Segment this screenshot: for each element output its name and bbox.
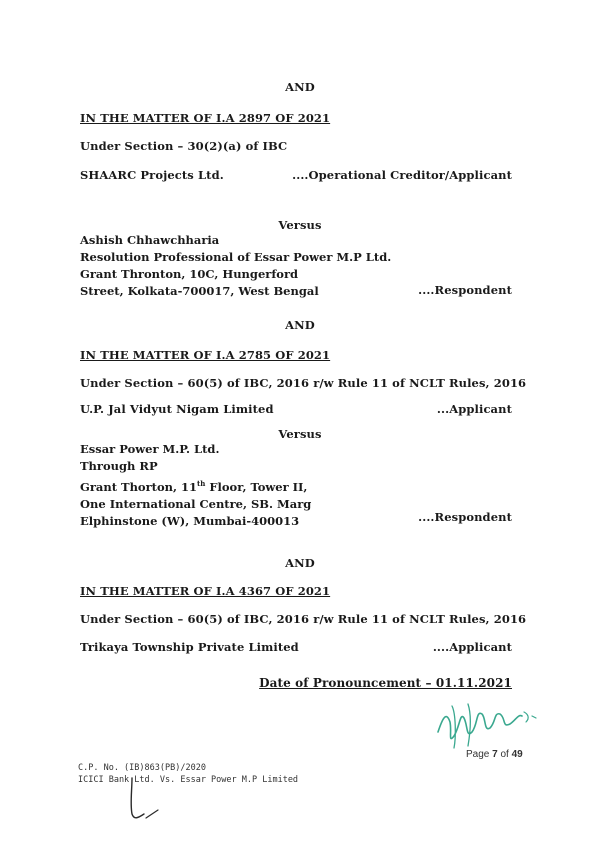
signature-stroke (468, 704, 470, 746)
respondent-2-block (80, 441, 311, 530)
footer-case-number: C.P. No. (IB)863(PB)/2020 (78, 763, 206, 773)
respondent-1-line: Street, Kolkata-700017, West Bengal (80, 284, 319, 298)
respondent-2-line (80, 475, 311, 496)
matter-heading-2: IN THE MATTER OF I.A 2785 OF 2021 (80, 348, 331, 362)
respondent-2-address-part: Grant Thorton, 11 (80, 479, 198, 494)
section-line-2: Under Section – 60(5) of IBC, 2016 r/w Rule 11 of NCLT Rules, 2016 (80, 376, 527, 390)
section-line-3: Under Section – 60(5) of IBC, 2016 r/w Rule 11 of NCLT Rules, 2016 (80, 612, 527, 626)
case-footer (78, 762, 298, 786)
party-1-role: ....Operational Creditor/Applicant (292, 168, 512, 182)
section-line-1: Under Section – 30(2)(a) of IBC (80, 139, 288, 153)
footer-case-title: ICICI Bank Ltd. Vs. Essar Power M.P Limited (78, 775, 299, 785)
party-2-role: ...Applicant (436, 402, 512, 416)
versus-1: Versus (278, 218, 322, 232)
signature-graphic (432, 692, 542, 752)
respondent-2-address-part: Floor, Tower II, (205, 479, 308, 494)
signature-stroke (524, 712, 536, 722)
respondent-1-line: Resolution Professional of Essar Power M.P Ltd. (80, 250, 392, 264)
initial-stroke (131, 778, 144, 818)
respondent-2-line: One International Centre, SB. Marg (80, 496, 312, 511)
page-number (466, 749, 523, 760)
pronouncement-date: Date of Pronouncement – 01.11.2021 (259, 676, 512, 690)
respondent-1-block (80, 232, 391, 300)
party-2-name: U.P. Jal Vidyut Nigam Limited (80, 402, 274, 416)
party-3-name: Trikaya Township Private Limited (80, 640, 299, 654)
party-3-role: ....Applicant (432, 640, 512, 654)
signature-stroke (438, 713, 522, 738)
respondent-2-line: Elphinstone (W), Mumbai-400013 (80, 513, 300, 528)
respondent-1-role: ....Respondent (418, 283, 512, 297)
and-heading-1: AND (285, 80, 315, 94)
and-heading-2: AND (285, 318, 315, 332)
initial-stroke (146, 810, 158, 818)
respondent-1-line: Ashish Chhawchharia (80, 233, 220, 247)
page-of: of (497, 749, 512, 760)
and-heading-3: AND (285, 556, 315, 570)
initial-mark (118, 774, 178, 824)
respondent-1-line: Grant Thronton, 10C, Hungerford (80, 267, 299, 281)
matter-heading-1: IN THE MATTER OF I.A 2897 OF 2021 (80, 111, 331, 125)
matter-heading-3: IN THE MATTER OF I.A 4367 OF 2021 (80, 584, 331, 598)
versus-2: Versus (278, 427, 322, 441)
respondent-2-superscript: th (197, 479, 206, 488)
signature-stroke (452, 706, 455, 748)
respondent-2-line: Essar Power M.P. Ltd. (80, 442, 220, 456)
page-current: 7 (492, 749, 498, 760)
party-1-name: SHAARC Projects Ltd. (80, 168, 224, 182)
page-prefix: Page (466, 749, 493, 760)
respondent-2-role: ....Respondent (418, 510, 512, 524)
respondent-2-line: Through RP (80, 459, 158, 473)
page-total: 49 (511, 749, 523, 760)
